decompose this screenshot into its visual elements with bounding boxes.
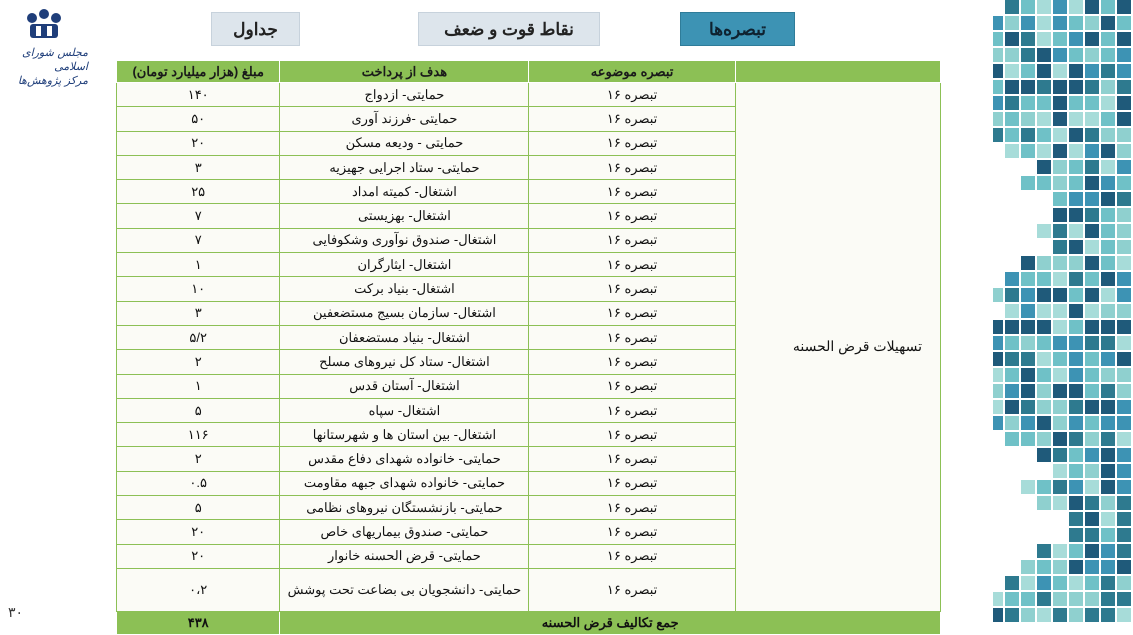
amount-cell: ۵	[117, 496, 280, 520]
total-amount: ۴۳۸	[117, 611, 280, 634]
amount-cell: ۲	[117, 447, 280, 471]
group-cell: تسهیلات قرض الحسنه	[735, 83, 940, 612]
decorative-mosaic	[993, 0, 1133, 635]
note-cell: تبصره ۱۶	[529, 423, 735, 447]
logo-line-2: مرکز پژوهش‌ها	[17, 74, 88, 87]
table-header-row	[117, 61, 941, 83]
amount-cell: ۰.۵	[117, 471, 280, 495]
note-cell: تبصره ۱۶	[529, 496, 735, 520]
page-number: ۳۰	[8, 604, 24, 620]
goal-cell: حمایتی - ودیعه مسکن	[280, 131, 529, 155]
note-cell: تبصره ۱۶	[529, 204, 735, 228]
amount-cell: ۷	[117, 204, 280, 228]
amount-cell: ۲۵	[117, 180, 280, 204]
goal-cell: حمایتی- بازنشستگان نیروهای نظامی	[280, 496, 529, 520]
amount-cell: ۳	[117, 301, 280, 325]
logo-text	[8, 46, 88, 88]
goal-cell: حمایتی- خانواده شهدای دفاع مقدس	[280, 447, 529, 471]
note-cell: تبصره ۱۶	[529, 301, 735, 325]
amount-cell: ۲۰	[117, 544, 280, 568]
amount-cell: ۱۰	[117, 277, 280, 301]
table-body	[117, 83, 941, 612]
amount-cell: ۱۴۰	[117, 83, 280, 107]
goal-cell: حمایتی- قرض الحسنه خانوار	[280, 544, 529, 568]
goal-cell: اشتغال- ستاد کل نیروهای مسلح	[280, 350, 529, 374]
amount-cell: ۱	[117, 374, 280, 398]
note-cell: تبصره ۱۶	[529, 471, 735, 495]
note-cell: تبصره ۱۶	[529, 83, 735, 107]
note-cell: تبصره ۱۶	[529, 107, 735, 131]
header-amount: مبلغ (هزار میلیارد تومان)	[117, 61, 280, 83]
note-cell: تبصره ۱۶	[529, 325, 735, 349]
amount-cell: ۳	[117, 155, 280, 179]
amount-cell: ۲۰	[117, 131, 280, 155]
goal-cell: اشتغال- صندوق نوآوری وشکوفایی	[280, 228, 529, 252]
logo-line-1: مجلس شورای اسلامی	[21, 46, 88, 73]
amount-cell: ۵	[117, 398, 280, 422]
goal-cell: اشتغال- بین استان ها و شهرستانها	[280, 423, 529, 447]
goal-cell: اشتغال- بنیاد برکت	[280, 277, 529, 301]
tab-strengths-weaknesses[interactable]: نقاط قوت و ضعف	[418, 12, 600, 46]
note-cell: تبصره ۱۶	[529, 374, 735, 398]
goal-cell: اشتغال- کمیته امداد	[280, 180, 529, 204]
amount-cell: ۲	[117, 350, 280, 374]
amount-cell: ۷	[117, 228, 280, 252]
note-cell: تبصره ۱۶	[529, 398, 735, 422]
goal-cell: حمایتی- خانواده شهدای جبهه مقاومت	[280, 471, 529, 495]
amount-cell: ۲۰	[117, 520, 280, 544]
amount-cell: ۱۱۶	[117, 423, 280, 447]
amount-cell: ۵/۲	[117, 325, 280, 349]
note-cell: تبصره ۱۶	[529, 447, 735, 471]
total-row	[117, 611, 941, 634]
tab-tables[interactable]: جداول	[211, 12, 300, 46]
goal-cell: اشتغال- آستان قدس	[280, 374, 529, 398]
goal-cell: اشتغال- ایثارگران	[280, 253, 529, 277]
amount-cell: ۱	[117, 253, 280, 277]
goal-cell: اشتغال- سپاه	[280, 398, 529, 422]
goal-cell: حمایتی- صندوق بیماریهای خاص	[280, 520, 529, 544]
tab-notes[interactable]: تبصره‌ها	[680, 12, 795, 46]
table-row	[117, 83, 941, 107]
note-cell: تبصره ۱۶	[529, 568, 735, 611]
goal-cell: اشتغال- بنیاد مستضعفان	[280, 325, 529, 349]
total-label: جمع تکالیف قرض الحسنه	[280, 611, 941, 634]
goal-cell: اشتغال- بهزیستی	[280, 204, 529, 228]
note-cell: تبصره ۱۶	[529, 544, 735, 568]
note-cell: تبصره ۱۶	[529, 277, 735, 301]
goal-cell: حمایتی- دانشجویان بی بضاعت تحت پوشش	[280, 568, 529, 611]
note-cell: تبصره ۱۶	[529, 253, 735, 277]
note-cell: تبصره ۱۶	[529, 520, 735, 544]
goal-cell: حمایتی- ازدواج	[280, 83, 529, 107]
amount-cell: ۵۰	[117, 107, 280, 131]
amount-cell: ۰،۲	[117, 568, 280, 611]
header-note: تبصره موضوعه	[529, 61, 735, 83]
note-cell: تبصره ۱۶	[529, 350, 735, 374]
header-group	[735, 61, 940, 83]
goal-cell: حمایتی -فرزند آوری	[280, 107, 529, 131]
note-cell: تبصره ۱۶	[529, 228, 735, 252]
goal-cell: حمایتی- ستاد اجرایی جهیزیه	[280, 155, 529, 179]
header-goal: هدف از پرداخت	[280, 61, 529, 83]
loan-facilities-table	[116, 60, 941, 635]
note-cell: تبصره ۱۶	[529, 131, 735, 155]
note-cell: تبصره ۱۶	[529, 180, 735, 204]
goal-cell: اشتغال- سازمان بسیج مستضعفین	[280, 301, 529, 325]
note-cell: تبصره ۱۶	[529, 155, 735, 179]
